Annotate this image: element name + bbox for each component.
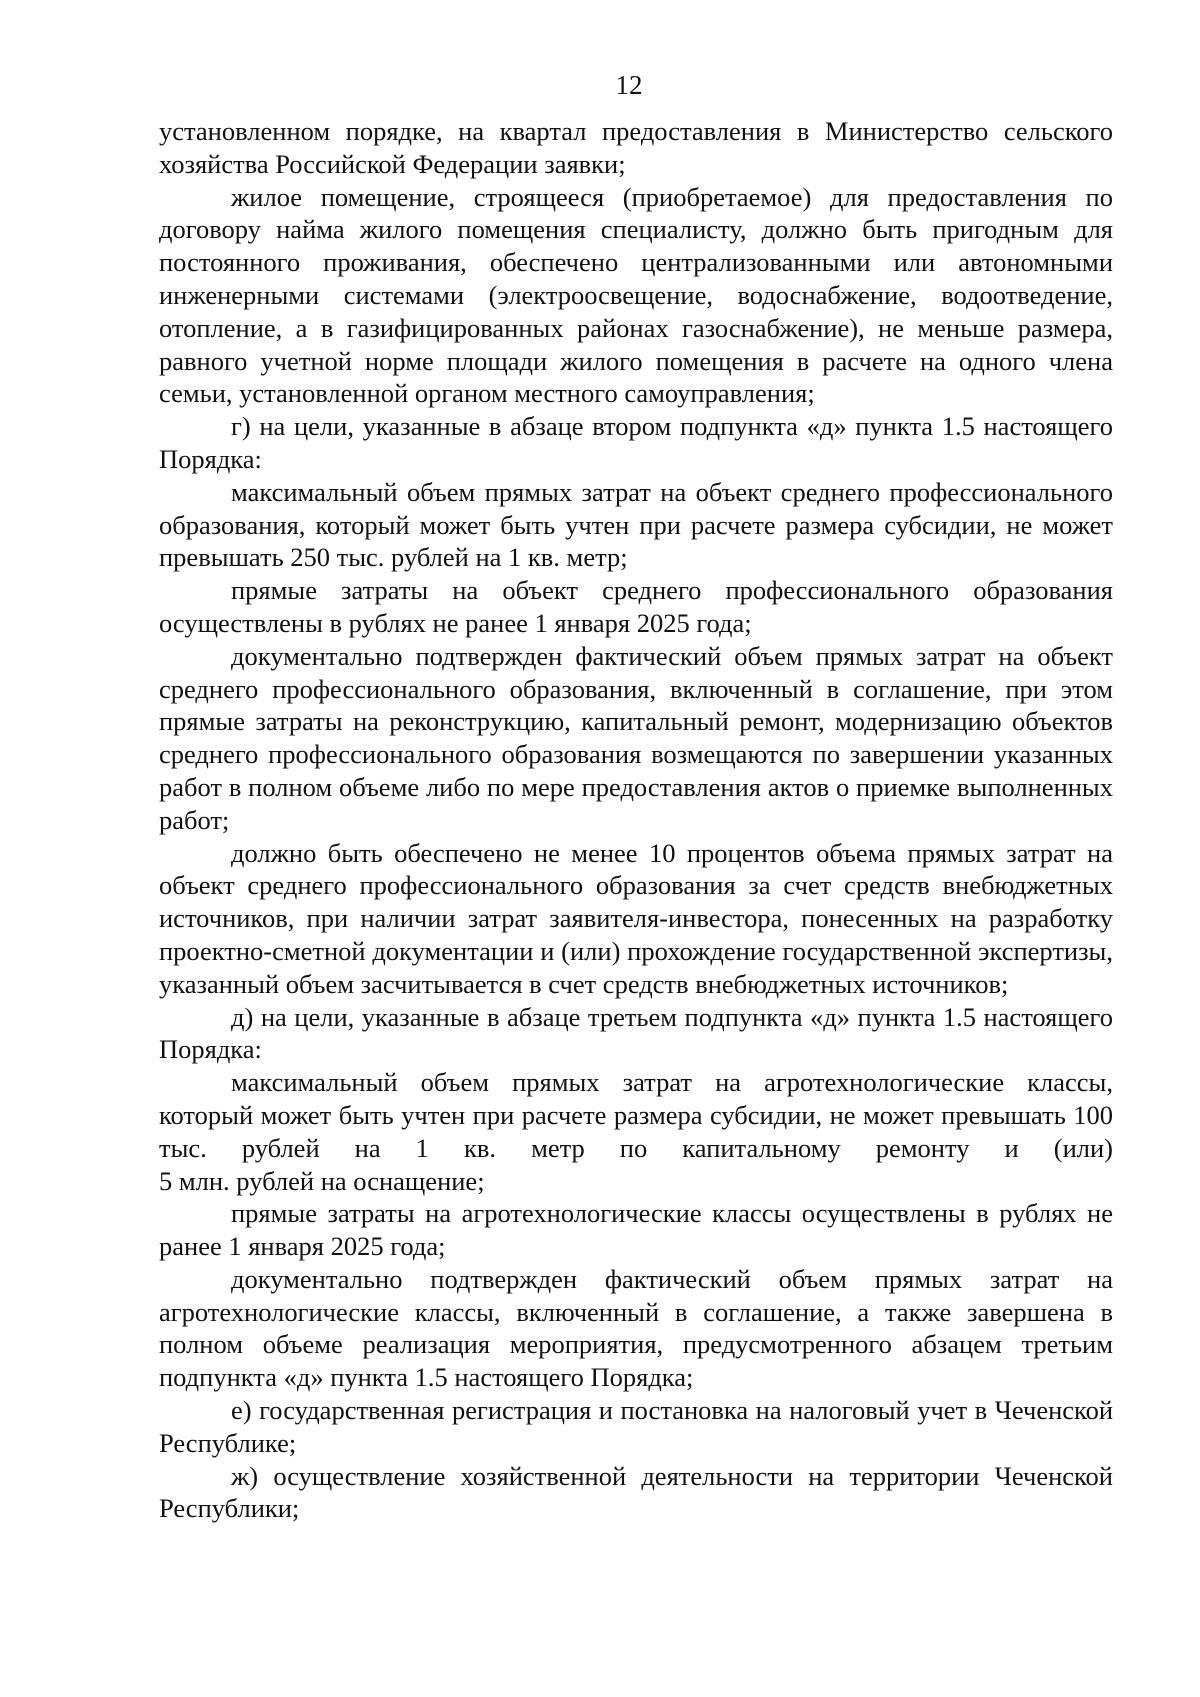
paragraph: максимальный объем прямых затрат на объект среднего профессионального образования, который может быть учтен при расчете размера субсидии, не может превышать 250 тыс. рублей на 1 кв. метр; — [159, 476, 1113, 573]
paragraph: жилое помещение, строящееся (приобретаемое) для предоставления по договору найма жилого помещения специалисту, должно быть пригодным для постоянного проживания, обеспечено централизованными или автономными инженерными системами (электроосвещение, водоснабжение, водоотведение, отопление, а в газифицированных районах газоснабжение), не меньше размера, равного учетной норме площади жилого помещения в расчете на одного члена семьи, установленной органом местного самоуправления; — [159, 181, 1113, 409]
paragraph: ж) осуществление хозяйственной деятельности на территории Чеченской Республики; — [159, 1460, 1113, 1524]
paragraph: прямые затраты на агротехнологические классы осуществлены в рублях не ранее 1 января 2025 года; — [159, 1198, 1113, 1262]
paragraph: максимальный объем прямых затрат на агротехнологические классы, который может быть учтен при расчете размера субсидии, не может превышать 100 тыс. рублей на 1 кв. метр по капитальному ремонту и (или) — [159, 1067, 1113, 1163]
paragraph: документально подтвержден фактический объем прямых затрат на объект среднего профессионального образования, включенный в соглашение, при этом прямые затраты на реконструкцию, капитальный ремонт, модернизацию объектов среднего профессионального образования возмещаются по завершении указанных работ в полном объеме либо по мере предоставления актов о приемке выполненных работ; — [159, 640, 1113, 835]
document-body — [159, 115, 1113, 1525]
page-number: 12 — [615, 70, 643, 100]
paragraph: прямые затраты на объект среднего профессионального образования осуществлены в рублях не ранее 1 января 2025 года; — [159, 575, 1113, 638]
paragraph: установленном порядке, на квартал предоставления в Министерство сельского хозяйства Российской Федерации заявки; — [159, 116, 1113, 179]
paragraph: е) государственная регистрация и постановка на налоговый учет в Чеченской Республике; — [159, 1395, 1113, 1458]
paragraph: г) на цели, указанные в абзаце втором подпункта «д» пункта 1.5 настоящего Порядка: — [159, 411, 1113, 474]
paragraph: 5 млн. рублей на оснащение; — [159, 1165, 485, 1196]
paragraph: документально подтвержден фактический объем прямых затрат на агротехнологические классы, включенный в соглашение, а также завершена в полном объеме реализация мероприятия, предусмотренного абзацем третьим подпункта «д» пункта 1.5 настоящего Порядка; — [159, 1263, 1113, 1393]
paragraph: должно быть обеспечено не менее 10 процентов объема прямых затрат на объект среднего профессионального образования за счет средств внебюджетных источников, при наличии затрат заявителя-инвестора, понесенных на разработку проектно-сметной документации и (или) прохождение государственной экспертизы, указанный объем засчитывается в счет средств внебюджетных источников; — [159, 837, 1113, 999]
paragraph: д) на цели, указанные в абзаце третьем подпункта «д» пункта 1.5 настоящего Порядка: — [159, 1001, 1113, 1065]
